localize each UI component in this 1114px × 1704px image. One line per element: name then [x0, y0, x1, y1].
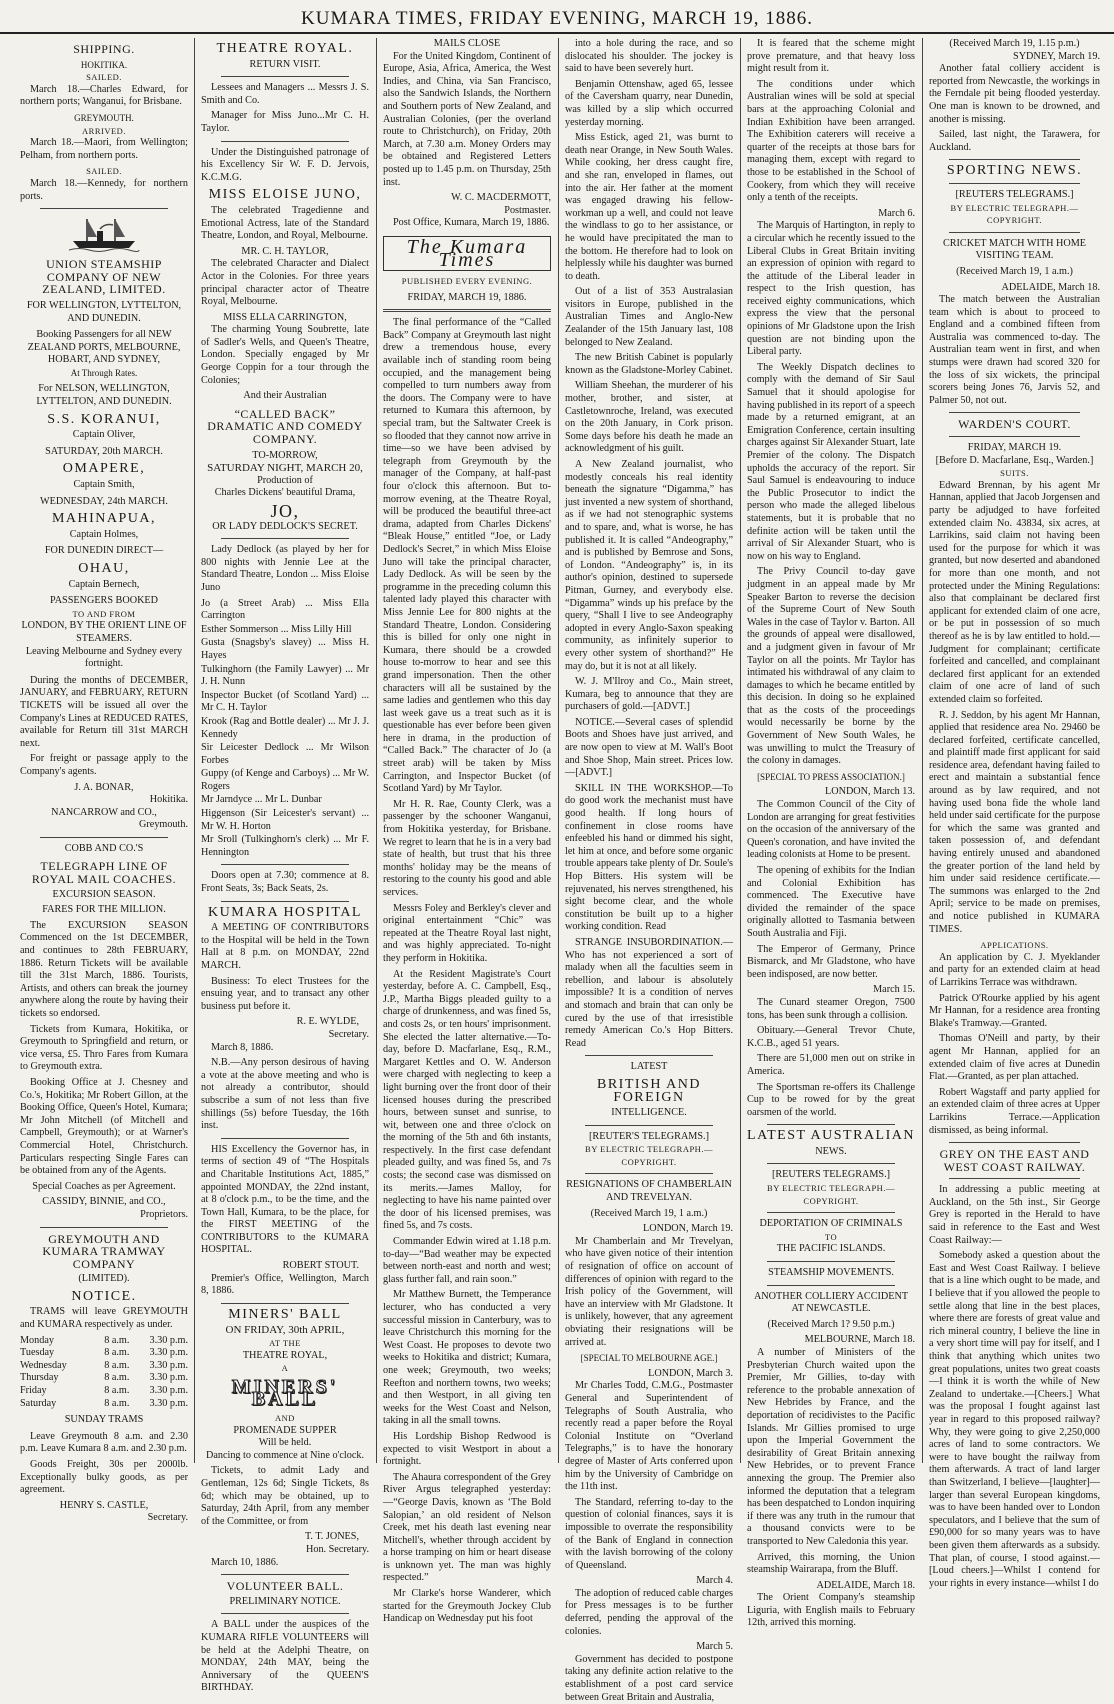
theatre-royal: THEATRE ROYAL,: [242, 1349, 328, 1361]
received-time: (Received March 19, 1 a.m.): [956, 265, 1073, 277]
cricket-heading: CRICKET MATCH WITH HOME VISITING TEAM.: [942, 237, 1087, 262]
lessees: Lessees and Managers ... Messrs J. S. Smith and Co.: [201, 82, 369, 106]
cast-member: Higgenson (Sir Leicester's servant) ... Mr W. H. Horton: [201, 808, 369, 832]
intelligence-heading: INTELLIGENCE.: [611, 1107, 687, 1119]
column-rule: [740, 38, 741, 1463]
news-paragraph: Somebody asked a question about the East and West Coast Railway. I believe that is a line which ought to be made, and I believe that if you allowed the people to settle along that line in the best places, where there are forests of great value and rich mineral country, I believe the line in a very short time will pay for itself, and I think that anything which unites two great populations, unites two great coasts—I think it is worth the while of New Zealand to undertake.—[Cheers.] What was the proposal I fought against last year in regard to this proposed railway? Why, they were going to give 2,250,000 acres of land to some contractors. We were to have bought the railway from them afterwards. A tract of land larger than Switzerland, I believe—[laughter]—larger than several European kingdoms, was to have been handed over to London speculators, and I believe that the sum of £90,000 for so many years was to have been given them afterwards as a subsidy. That plan, of course, I stood against.—[Loud cheers.]—Whilst I contend for your rights in every instance—whilst I do: [929, 1250, 1100, 1589]
column-5: [747, 38, 915, 1629]
booking-passengers: Booking Passengers for all NEW ZEALAND PORTS, MELBOURNE, HOBART, AND SYDNEY,: [27, 329, 181, 366]
leaving-melbourne: Leaving Melbourne and Sydney every fortnight.: [25, 645, 183, 670]
ohau-vessel: OHAU,: [78, 561, 130, 576]
arrived-label: ARRIVED.: [82, 125, 126, 136]
sunday-trams: SUNDAY TRAMS: [64, 1414, 144, 1426]
omapere-captain: Captain Smith,: [73, 479, 135, 491]
manager: Manager for Miss Juno...Mr C. H. Taylor.: [201, 110, 369, 134]
hospital-business: Business: To elect Trustees for the ensuing year, and to transact any other business put before it.: [201, 975, 369, 1012]
timetable-row: [20, 1385, 188, 1398]
volunteer-ball: VOLUNTEER BALL.: [226, 1579, 344, 1594]
to-and-from: TO AND FROM: [72, 608, 136, 619]
divider: [221, 1303, 349, 1304]
hospital-body: A MEETING OF CONTRIBUTORS to the Hospital will be held in the Town Hall at 8 p.m. on MONDAY, 22nd MARCH.: [201, 922, 369, 971]
divider: [221, 1574, 349, 1575]
sunday-body: Leave Greymouth 8 a.m. and 2.30 p.m. Leave Kumara 8 a.m. and 2.30 p.m.: [20, 1430, 188, 1455]
tickets-body: Tickets from Kumara, Hokitika, or Greymouth to Springfield and return, or vice versa, £5. Thro Fares from Kumara to Greymouth extra.: [20, 1023, 188, 1073]
court-paragraph: Thomas O'Neill and party, by their agent Mr Hannan, applied for an extended claim of five acres at Dunedin Flat.—Granted, as per plan attached.: [929, 1033, 1100, 1083]
theatre-heading: THEATRE ROYAL.: [216, 41, 354, 56]
news-paragraph: The Orient Company's steamship Liguria, with English mails to February 12th, arrived this morning.: [747, 1592, 915, 1629]
castle-title: Secretary.: [147, 1512, 188, 1524]
mahinapua-captain: Captain Holmes,: [69, 528, 139, 540]
dateline: March 5.: [696, 1641, 733, 1653]
dateline: March 15.: [873, 984, 915, 996]
leader-paragraph-2: Mr H. R. Rae, County Clerk, was a passenger by the schooner Wanganui, from Hokitika yesterday, for Brisbane. We regret to learn that he is in a very bad state of health, but trust that his three months' holiday may be the means of restoring to the county his good and able services.: [383, 798, 551, 898]
leader-paragraph-1: The final performance of the “Called Back” Company at Greymouth last night drew a tremendous house, every available inch of standing room being occupied, and the management being compelled to turn numbers away from the doors. The Company were to have returned to Kumara this afternoon, by special tram, but the Saltwater Creek is so flooded that they cannot now arrive in time—so we have been advised by telegraph from Greymouth by the manager of the Company, at half-past four o'clock this afternoon. But to-morrow evening, at the Theatre Royal, will be produced the beautiful three-act drama, adapted from Charles Dickens' “Bleak House,” entitled “Joe, or Lady Dedlock's Secret,” in which Miss Eloise Juno will take the principal character, Lady Dedlock. As will be seen by the programme in the preceding column this talented lady played this character with Miss Jennie Lee for 800 nights at the Standard Theatre, London. Considering this is billed for only one night in Kumara, there should be a crowded house to-morrow to hear and see this grand impersonation. Then the other characters will all be sustained by the same ladies and gentlemen who this day last week gave us a treat such as it is questionable has ever before been given here in drama, in the production of “Called Back.” The character of Jo (a street arab) will be taken by Miss Carrington, and Inspector Bucket (of Scotland Yard) by Mr Taylor.: [383, 317, 551, 795]
excursion-paragraph: During the months of DECEMBER, JANUARY, and FEBRUARY, RETURN TICKETS will be issued all over the Company's Lines at REDUCED RATES, available for Return till 31st MARCH next.: [20, 674, 188, 749]
news-paragraph: Sailed, last night, the Tarawera, for Auckland.: [929, 129, 1100, 153]
news-heading: NEWS.: [815, 1145, 847, 1157]
booking-office: Booking Office at J. Chesney and Co.'s, Hokitika; Mr Robert Gillon, at the Booking Office, Queen's Hotel, Kumara; Mr John Mitchell (of Mitchell and Campbell, Greymouth); or at Warner's Commercial Hotel, Christchurch. Particulars respecting Single Fares can be obtained from any of the Agents.: [20, 1076, 188, 1177]
taylor-name: MR. C. H. TAYLOR,: [241, 245, 329, 257]
news-paragraph: Out of a list of 353 Australasian visitors in Europe, published in the Australian Times and Anglo-New Zealander of the 15th January last, 108 belonged to New Zealand.: [565, 286, 733, 348]
called-back-company: “CALLED BACK” DRAMATIC AND COMEDY COMPANY.: [207, 406, 363, 447]
steamship-icon: [69, 215, 139, 253]
cobb-heading: COBB AND CO.'S: [64, 842, 144, 854]
leader-paragraph-9: Mr Clarke's horse Wanderer, which started for the Greymouth Jockey Club Handicap on Wednesday put his foot: [383, 1588, 551, 1625]
divider: [221, 538, 349, 539]
post-office-date: Post Office, Kumara, March 19, 1886.: [393, 217, 550, 229]
rifle-ball: A BALL under the auspices of the KUMARA RIFLE VOLUNTEERS will be held at the Adelphi Theatre, on MONDAY, 24th MAY, being the Anniversary of the QUEEN'S BIRTHDAY.: [201, 1619, 369, 1694]
postmaster-title: Postmaster.: [504, 204, 551, 216]
cast-list: [201, 598, 369, 860]
court-paragraph: An application by C. J. Myeklander and party for an extended claim at head of Larrikins Terrace was withdrawn.: [929, 951, 1100, 988]
cast-member: Guppy (of Kenge and Carboys) ... Mr W. Rogers: [201, 768, 369, 792]
mails-body: For the United Kingdom, Continent of Europe, Asia, Africa, America, the West Indies, and China, via San Francisco, also the Sandwich Islands, the Northern and Southern ports of New Zealand, and Australian Colonies, (per the overland route to Christchurch), on Friday, 20th March, at 7.30 a.m. Money Orders may be obtained and Registered Letters posted up to 1.45 p.m. on Thursday, 25th inst.: [383, 50, 551, 188]
timetable-morning: 8 a.m.: [104, 1347, 130, 1359]
court-date: FRIDAY, MARCH 19.: [967, 442, 1062, 454]
reuters-label: [REUTERS TELEGRAMS.]: [955, 188, 1074, 200]
grey-railway-heading: GREY ON THE EAST AND WEST COAST RAILWAY.: [939, 1147, 1090, 1174]
and-their: And their Australian: [243, 390, 327, 402]
divider: [221, 1138, 349, 1139]
timetable-day: Wednesday: [20, 1359, 67, 1371]
timetable-day: Friday: [20, 1385, 47, 1397]
published-every-evening: PUBLISHED EVERY EVENING.: [401, 276, 533, 287]
taylor-desc: The celebrated Character and Dialect Actor in the Colonies. For three years principal character actor of Theatre Royal, Melbourne.: [201, 258, 369, 308]
nancarrow-name: NANCARROW and CO.,: [51, 806, 157, 818]
cassidy-name: CASSIDY, BINNIE, and CO.,: [42, 1196, 166, 1208]
cast-member: Krook (Rag and Bottle dealer) ... Mr J. J. Kennedy: [201, 715, 369, 740]
divider: [221, 864, 349, 865]
reuters-label: [REUTER'S TELEGRAMS.]: [589, 1130, 709, 1142]
news-paragraph: The adoption of reduced cable charges for Press messages is to be further deferred, pending the approval of the colonies.: [565, 1587, 733, 1637]
dateline: March 4.: [696, 1575, 733, 1587]
news-paragraph: A number of Ministers of the Presbyterian Church waited upon the Premier, Mr Gillies, to-day with reference to the probable annexation of New Hebrides by France, and the deportation of recidivistes to the Pacific Islands. Mr Gillies promised to urge upon the Imperial Government the desirability of Great Britain annexing New Hebrides, or to prevent France annexing the group. The Premier also informed the deputation that a telegram has been despatched to London inquiring if there was any truth in the rumour that a thousand convicts were to be transported to New Caledonia this year.: [747, 1347, 915, 1547]
to-label: TO: [824, 1231, 838, 1242]
received-time: (Received March 19, 1.15 p.m.): [949, 38, 1080, 49]
divider: [949, 183, 1080, 184]
passengers-booked: PASSENGERS BOOKED: [49, 595, 159, 607]
dancing: Dancing to commence at Nine o'clock.: [206, 1449, 364, 1461]
sporting-heading: SPORTING NEWS.: [946, 163, 1083, 179]
excursion-body: The EXCURSION SEASON Commenced on the 1st DECEMBER, and continues to 28th FEBRUARY, 1886. Return Tickets will be available till the 31st March, 1886. Tourists, Artists, and others can break the journey anywhere along the route by having their tickets so endorsed.: [20, 919, 188, 1019]
omapere-date: WEDNESDAY, 24th MARCH.: [40, 495, 168, 507]
dateline: ADELAIDE, March 18.: [1001, 281, 1100, 293]
fares-heading: FARES FOR THE MILLION.: [42, 904, 166, 916]
news-paragraph: The match between the Australian team which is about to proceed to England and a combined fifteen from Australia was commenced to-day. The Australian team went in first, and when stumps were drawn had scored 320 for the loss of six wickets, the principal scorers being Jones 76, Jarvis 52, and Palmer 50, not out.: [929, 294, 1100, 406]
and-label: AND: [275, 1413, 295, 1423]
dateline: LONDON, March 13.: [825, 786, 915, 798]
news-paragraph: Benjamin Ottenshaw, aged 65, lessee of the Caversham quarry, near Dunedin, was killed by a slip which occurred yesterday morning.: [565, 78, 733, 128]
suits-label: SUITS.: [1000, 468, 1029, 479]
greymouth-arrived: March 18.—Maori, from Wellington; Pelham, from northern ports.: [20, 137, 188, 161]
leader-paragraph-3: Messrs Foley and Berkley's clever and original entertainment “Chic” was repeated at the Theatre Royal last night, and was highly appreciated. To-night they perform in Hokitika.: [383, 902, 551, 964]
timetable-row: [20, 1335, 188, 1348]
nb-paragraph: N.B.—Any person desirous of having a vote at the above meeting and who is not already a contributor, should subscribe a sum of not less than five shillings (5s) before Tuesday, the 16th inst.: [201, 1057, 369, 1132]
timetable-row: [20, 1347, 188, 1360]
column-4: [565, 38, 733, 1703]
dateline: SYDNEY, March 19.: [1013, 50, 1100, 62]
timetable-row: [20, 1360, 188, 1373]
jones-title: Hon. Secretary.: [306, 1543, 369, 1555]
miners-date: March 10, 1886.: [211, 1556, 279, 1568]
divider: [767, 1212, 895, 1213]
patronage: Under the Distinguished patronage of his Excellency Sir W. F. D. Jervois, K.C.M.G.: [201, 146, 369, 183]
cast-member: Jo (a Street Arab) ... Miss Ella Carrington: [201, 597, 369, 622]
advert-paragraph: STRANGE INSUBORDINATION.—Who has not experienced a sort of malady when all the faculties seem in rebellion, and labour is absolutely impossible? It is a condition of nerves and stomach and brain that can only be cured by the use of that irresistible remedy American Co.'s Hop Bitters. Read: [565, 936, 733, 1049]
received-time: (Received March 19, 1 a.m.): [590, 1207, 708, 1219]
special-melbourne-age: [SPECIAL TO MELBOURNE AGE.]: [580, 1353, 718, 1364]
news-paragraph: Mr Charles Todd, C.M.G., Postmaster General and Superintendent of Telegraphs of South Australia, who recently read a paper before the Royal Colonial Institute on “Overland Telegraphs,” is to have the honorary degree of Master of Arts conferred upon him by the University of Cambridge on the 11th inst.: [565, 1380, 733, 1493]
leader-paragraph-6: Mr Matthew Burnett, the Temperance lecturer, who has conducted a very successful mission in Canterbury, was to leave Christchurch this morning for the West Coast. He proposes to devote two weeks to Hokitika and district; Kumara, one week; Greymouth, two weeks; Reefton and northern towns, two weeks; and then Westport, in all giving ten weeks for the West Coast and Nelson, taking in all the small towns.: [383, 1289, 551, 1427]
hospital-heading: KUMARA HOSPITAL: [207, 904, 362, 920]
premier-office: Premier's Office, Wellington, March 8, 1886.: [201, 1272, 369, 1297]
news-paragraph: It is feared that the scheme might prove premature, and that heavy loss might result from it.: [747, 38, 915, 75]
leader-paragraph-5: Commander Edwin wired at 1.18 p.m. to-day—“Bad weather may be expected between north-east and north and west; glass further fall, and rain soon.”: [383, 1236, 551, 1285]
juno-name: MISS ELOISE JUNO,: [208, 187, 362, 203]
column-rule: [376, 38, 377, 1463]
tomorrow: TO-MORROW,: [252, 449, 318, 461]
divider: [949, 436, 1080, 437]
timetable-morning: 8 a.m.: [104, 1359, 130, 1371]
cast-intro: Lady Dedlock (as played by her for 800 nights with Jennie Lee at the Standard Theatre, London ... Miss Eloise Juno: [201, 544, 369, 593]
cast-member: Gusta (Snagsby's slavey) ... Miss H. Hayes: [201, 637, 369, 661]
divider: [585, 1055, 713, 1056]
divider: [767, 1261, 895, 1262]
timetable-day: Thursday: [20, 1372, 59, 1384]
court-paragraph: Patrick O'Rourke applied by his agent Mr Hannan, for a residence area fronting Blake's Tramway.—Granted.: [929, 992, 1100, 1029]
cast-member: Inspector Bucket (of Scotland Yard) ... Mr C. H. Taylor: [201, 689, 369, 714]
court-paragraph: R. J. Seddon, by his agent Mr Hannan, applied that residence area No. 29460 be declared forfeited, certificate cancelled, and plaintiff made first applicant for said residence area, defendant having failed to erect and maintain a substantial fence around as by law required, and not having used bona fide the whole land held under said certificate for the purpose for which the same was granted and taken possession of, and defendant having entirely unused and abandoned the greater portion of the land held by him under said residence certificate.—The summons was enlarged to the 2nd April; service to be made on premises, and notice published in KUMARA TIMES.: [929, 709, 1100, 935]
nancarrow-place: Greymouth.: [139, 819, 188, 831]
at-the: AT THE: [269, 1338, 301, 1349]
koranui-captain: Captain Oliver,: [72, 429, 136, 441]
london-orient-line: LONDON, BY THE ORIENT LINE OF STEAMERS.: [21, 620, 187, 644]
carrington-desc: The charming Young Soubrette, late of Sadler's Wells, and Queen's Theatre, London. Specially engaged by Mr George Coppin for a tour through the Colonies;: [201, 324, 369, 386]
news-paragraph: The Common Council of the City of London are arranging for great festivities on the occasion of the anniversary of the Queen's coronation, and have invited the leading colonists at Home to be present.: [747, 799, 915, 861]
ohau-captain: Captain Bernech,: [68, 578, 140, 590]
greymouth-sailed: March 18.—Kennedy, for northern ports.: [20, 177, 188, 202]
dateline: LONDON, March 3.: [648, 1367, 733, 1379]
divider: [221, 141, 349, 142]
tramway-heading: GREYMOUTH AND KUMARA TRAMWAY COMPANY: [42, 1231, 166, 1271]
timetable-day: Tuesday: [20, 1347, 55, 1359]
promenade-supper: PROMENADE SUPPER: [233, 1424, 337, 1436]
special-coaches: Special Coaches as per Agreement.: [32, 1180, 176, 1192]
miners-heading: MINERS' BALL: [228, 1306, 342, 1322]
for-wellington: FOR WELLINGTON, LYTTELTON, AND DUNEDIN.: [26, 299, 182, 324]
castle-name: HENRY S. CASTLE,: [59, 1499, 149, 1511]
wardens-court-heading: WARDEN'S COURT.: [958, 417, 1071, 432]
news-paragraph: Mr Chamberlain and Mr Trevelyan, who have given notice of their intention of resignation of office on account of differences of opinion with regard to the Irish policy of the Government, will have an interview with Mr Gladstone. It is unlikely, however, that any agreement obviating their resignations will be arrived at.: [565, 1235, 733, 1348]
leader-paragraph-4: At the Resident Magistrate's Court yesterday, before A. C. Campbell, Esq., J.P., Martha Biggs pleaded guilty to a charge of drunkenness, and was fined 5s, and costs 2s, or ten hours' imprisonment. She elected the latter alternative.—To-day, before D. Macfarlane, Esq., R.M., Margaret Kettles and O. W. Anderson were charged with neglecting to keep a light burning over the front door of their licensed houses during the prescribed hours, between sunset and sunrise, to wit, between one and three o'clock on the morning of the 5th and 6th instants, respectively. In the first case defendant pleaded guilty, and was fined 5s, and 7s costs; the second case was dismissed on its merits.—James Malloy, for neglecting to have his name painted over the door of his licensed premises, was fined 5s, and 7s costs.: [383, 968, 551, 1232]
news-paragraph: Obituary.—General Trevor Chute, K.C.B., aged 51 years.: [747, 1025, 915, 1049]
limited: (LIMITED).: [78, 1273, 130, 1285]
column-3: [383, 38, 551, 1625]
dateline: ADELAIDE, March 18.: [816, 1579, 915, 1591]
timetable-morning: 8 a.m.: [104, 1385, 130, 1397]
for-dunedin: FOR DUNEDIN DIRECT—: [44, 545, 164, 557]
macdermott-name: W. C. MACDERMOTT,: [451, 192, 551, 204]
news-paragraph: In addressing a public meeting at Auckland, on the 5th inst., Sir George Grey is reported in the Herald to have said in reference to the East and West Coast Railway:—: [929, 1184, 1100, 1246]
a-label: A: [281, 1363, 289, 1374]
column-2: [201, 38, 369, 1694]
divider: [949, 159, 1080, 160]
sailed-label-2: SAILED.: [86, 166, 122, 177]
column-1: [20, 38, 188, 1524]
column-rule: [194, 38, 195, 1463]
news-paragraph: Miss Estick, aged 21, was burnt to death near Orange, in New South Wales. While cooking, her dress caught fire, and she ran, enveloped in flames, out into the air. Her father at the moment was engaged drawing his fellow-workman up a well, and could not leave the windlass to go to her assistance, or he would have precipitated the man to the bottom. He therefore had to look on helplessly while his daughter was burned to death.: [565, 132, 733, 282]
mahinapua-vessel: MAHINAPUA,: [51, 511, 157, 527]
timetable-morning: 8 a.m.: [104, 1334, 130, 1346]
copyright-label: BY ELECTRIC TELEGRAPH.—COPYRIGHT.: [950, 202, 1079, 226]
resignations-heading: RESIGNATIONS OF CHAMBERLAIN AND TREVELYAN.: [566, 1179, 732, 1204]
excursion-season: EXCURSION SEASON.: [52, 888, 156, 900]
timetable-day: Monday: [20, 1334, 54, 1346]
bonar-place: Hokitika.: [149, 794, 188, 806]
union-steamship-heading: UNION STEAMSHIP COMPANY OF NEW ZEALAND, LIMITED.: [42, 257, 166, 297]
news-paragraph: Government has decided to postpone taking any definite action relative to the establishment of a post card service between Great Britain and Australia,: [565, 1653, 733, 1703]
dateline: LONDON, March 19.: [643, 1223, 733, 1235]
divider: [767, 1124, 895, 1125]
ticket-info: Tickets, to admit Lady and Gentleman, 12s 6d; Single Tickets, 8s 6d; which may be obtained, up to Saturday, 24th April, from any member of the Committee, or from: [201, 1465, 369, 1527]
divider: [949, 412, 1080, 413]
timetable-row: [20, 1398, 188, 1411]
divider: [949, 1142, 1080, 1143]
jo-title: JO,: [270, 501, 300, 521]
hokitika-heading: HOKITIKA.: [80, 59, 128, 70]
news-paragraph: Arrived, this morning, the Union steamship Wairarapa, from the Bluff.: [747, 1551, 915, 1576]
koranui-vessel: S.S. KORANUI,: [47, 411, 161, 427]
latest-heading: LATEST: [630, 1061, 668, 1073]
divider: [40, 1227, 168, 1228]
news-paragraph: Another fatal colliery accident is reported from Newcastle, the workings in the Ferndale pit being flooded yesterday. One man is known to be drowned, and another is missing.: [929, 63, 1100, 125]
newspaper-title: The Kumara Times: [383, 236, 551, 271]
trams-leave: TRAMS will leave GREYMOUTH and KUMARA respectively as under.: [20, 1306, 188, 1331]
court-before: [Before D. Macfarlane, Esq., Warden.]: [935, 454, 1094, 466]
divider: [221, 1613, 349, 1614]
news-paragraph: The Weekly Dispatch declines to comply with the demand of Sir Saul Samuel that it should apologise for having published in its report of a speech made by a returned emigrant, at an Emigration Conference, certain insulting charges against Sir Alexander Stuart, late Premier of the colony. The Dispatch upholds the accuracy of the report. Sir Saul Samuel is endeavouring to induce the Public Prosecutor to indict the person who made the alleged libelous statements, but it is probable that no definite action will be taken until the arrival of Sir Alexander Stuart, who is now on his way to England.: [747, 361, 915, 562]
stout-name: ROBERT STOUT.: [282, 1260, 359, 1272]
cast-member: Esther Sommerson ... Miss Lilly Hill: [201, 623, 352, 635]
divider: [949, 1178, 1080, 1179]
bonar-name: J. A. BONAR,: [74, 781, 134, 793]
greymouth-heading: GREYMOUTH.: [74, 112, 134, 123]
divider: [40, 837, 168, 838]
through-rates: At Through Rates.: [70, 367, 138, 378]
jones-name: T. T. JONES,: [304, 1531, 359, 1543]
shipping-heading: SHIPPING.: [73, 42, 135, 56]
doors-open: Doors open at 7.30; commence at 8. Front Seats, 3s; Back Seats, 2s.: [201, 870, 369, 895]
news-paragraph: There are 51,000 men out on strike in America.: [747, 1053, 915, 1077]
reuters-label: [REUTERS TELEGRAMS.]: [771, 1169, 891, 1181]
cast-member: Mr Jarndyce ... Mr L. Dunbar: [201, 794, 322, 806]
on-friday: ON FRIDAY, 30th APRIL,: [225, 1324, 345, 1337]
dateline: MELBOURNE, March 18.: [804, 1334, 915, 1346]
news-paragraph: The Privy Council to-day gave judgment in an appeal made by Mr Speaker Barton to reverse the decision of the Supreme Court of New South Wales in the case of Taylor v. Barton. All the grounds of appeal were disallowed, and a judgment given in favour of Mr Taylor on all the points. Mr Taylor has intimated his withdrawal of any claim to damages to which he became entitled by this decision. In doing so he explained that as the costs of the proceedings would necessarily be borne by the Government of New South Wales, he was unwilling to mulct the Treasury of the colony in damages.: [747, 566, 915, 767]
divider: [221, 76, 349, 77]
lady-dedlock-title: OR LADY DEDLOCK'S SECRET.: [212, 520, 358, 532]
divider: [949, 232, 1080, 233]
deportation-heading: DEPORTATION OF CRIMINALS: [759, 1218, 903, 1230]
received-time: (Received March 1? 9.50 p.m.): [767, 1318, 895, 1330]
latest-australian-heading: LATEST AUSTRALIAN: [747, 1128, 915, 1144]
news-paragraph: into a hole during the race, and so dislocated his shoulder. The jockey is said to have been severely hurt.: [565, 38, 733, 75]
divider: [585, 1125, 713, 1126]
saturday-night: SATURDAY NIGHT, MARCH 20,: [207, 462, 363, 475]
mails-heading: MAILS CLOSE: [433, 38, 501, 49]
wylde-title: Secretary.: [328, 1028, 369, 1040]
production-of: Production of: [257, 474, 313, 486]
advert-paragraph: SKILL IN THE WORKSHOP.—To do good work the mechanist must have good health. If long hours of confinement in close rooms have enfeebled his hand or dimmed his sight, let him at once, and before some organic trouble appears take plenty of Dr. Soule's Hop Bitters. His system will be rejuvenated, his nerves strengthened, his sight become clear, and the whole constitution be built up to a higher working condition. Read: [565, 782, 733, 933]
news-paragraph: The new British Cabinet is popularly known as the Gladstone-Morley Cabinet.: [565, 352, 733, 376]
news-paragraph: The opening of exhibits for the Indian and Colonial Exhibition has commenced. The Executive have divided the remainder of the space originally allotted to Tasmania between South Australia and Fiji.: [747, 865, 915, 939]
cast-member: Mr Sroll (Tulkinghorn's clerk) ... Mr F. Hennington: [201, 834, 369, 858]
news-paragraph: The Emperor of Germany, Prince Bismarck, and Mr Gladstone, who have been indisposed, are now better.: [747, 943, 915, 980]
dickens-drama: Charles Dickens' beautiful Drama,: [214, 487, 356, 499]
column-6: [929, 38, 1100, 1589]
goods-freight: Goods Freight, 30s per 2000lb. Exceptionally bulky goods, as per agreement.: [20, 1459, 188, 1496]
hospital-date: March 8, 1886.: [211, 1041, 274, 1053]
divider: [767, 1285, 895, 1286]
wylde-name: R. E. WYLDE,: [296, 1016, 359, 1028]
telegraph-line-heading: TELEGRAPH LINE OF ROYAL MAIL COACHES.: [31, 859, 177, 887]
timetable-row: [20, 1372, 188, 1385]
divider: [767, 1163, 895, 1164]
news-paragraph: A New Zealand journalist, who modestly conceals his real identity beneath the signature “Digamma,” has just invented a new system of shorthand, as if we had not stenographic systems and to spare, and, what is worse, he has published it. It is called “Andeography,” and is published by Bemrose and Sons, of London. “Andeography” is, in its author's opinion, destined to supersede Pitman, Gurney, and everybody else. “Digamma” winds up his preface by the query, “Shall I live to see Andeography adopted in every Anglo-Saxon speaking community, as infinitely superior to every other system of shorthand?” He may do, but it is not at all likely.: [565, 459, 733, 672]
british-foreign-heading: BRITISH AND FOREIGN: [596, 1076, 701, 1105]
for-nelson: For NELSON, WELLINGTON, LYTTELTON, AND DUNEDIN.: [36, 383, 172, 408]
timetable-afternoon: 3.30 p.m.: [149, 1397, 188, 1409]
column-rule: [558, 38, 559, 1463]
will-be-held: Will be held.: [258, 1437, 312, 1449]
timetable-morning: 8 a.m.: [104, 1372, 130, 1384]
colliery-heading: ANOTHER COLLIERY ACCIDENT AT NEWCASTLE.: [753, 1290, 909, 1315]
advert-paragraph: NOTICE.—Several cases of splendid Boots and Shoes have just arrived, and are now open to view at M. Wall's Boot and Shoe Shop, Main street. Prices low.—[ADVT.]: [565, 716, 733, 779]
column-rule: [922, 38, 923, 1463]
timetable-afternoon: 3.30 p.m.: [149, 1385, 188, 1397]
preliminary-notice: PRELIMINARY NOTICE.: [229, 1595, 341, 1607]
special-press-association: [SPECIAL TO PRESS ASSOCIATION.]: [757, 771, 905, 782]
court-paragraph: Robert Wagstaff and party applied for an extended claim of three acres at Upper Larrikins Terrace.—Application dismissed, as being informal.: [929, 1086, 1100, 1136]
governor-notice: HIS Excellency the Governor has, in terms of section 49 of “The Hospitals and Charitable Institutions Act, 1885,” appointed MONDAY, the 22nd instant, at 8 o'clock p.m., to be the time, and the Town Hall, Kumara, to be the place, for the FIRST MEETING of the CONTRIBUTORS to the KUMARA HOSPITAL.: [201, 1143, 369, 1256]
cast-member: Sir Leicester Dedlock ... Mr Wilson Forbes: [201, 742, 369, 766]
divider: [40, 208, 168, 209]
advert-paragraph: W. J. M'Ilroy and Co., Main street, Kumara, beg to announce that they are purchasers of gold.—[ADVT.]: [565, 676, 733, 713]
columns: [20, 38, 1100, 1703]
leader-paragraph-8: The Ahaura correspondent of the Grey River Argus telegraphed yesterday:—“George Davis, known as ‘The Bold Salopian,’ an old resident of Nelson Creek, met his death last evening near Mitchell's, whether through accident by a horse tramping on him or heart disease is unknown yet. The man was highly respected.”: [383, 1471, 551, 1584]
news-paragraph: The Standard, referring to-day to the question of colonial finances, says it is impossible to overrate the responsibility of the Bank of England in connection with the lavish borrowing of the colony of Queensland.: [565, 1496, 733, 1571]
dateline: March 6.: [878, 207, 915, 219]
news-paragraph: The Marquis of Hartington, in reply to a circular which he recently issued to the Liberal Clubs in Great Britain inviting an expression of opinion with regard to the attitude of the Liberal leader in respect to the Irish question, has received eighty communications, which express the view that the personal opinions of Mr Gladstone upon the Irish question are not binding upon the Liberal party.: [747, 220, 915, 358]
return-visit: RETURN VISIT.: [249, 58, 321, 70]
news-paragraph: The Cunard steamer Oregon, 7500 tons, has been sunk through a collision.: [747, 996, 915, 1021]
divider: [383, 309, 551, 312]
miners-ball-title: MINERS' BALL: [231, 1375, 339, 1411]
notice-heading: NOTICE.: [71, 1288, 137, 1304]
sailed-label: SAILED.: [86, 72, 122, 83]
timetable-afternoon: 3.30 p.m.: [149, 1359, 188, 1371]
timetable-afternoon: 3.30 p.m.: [149, 1347, 188, 1359]
juno-desc: The celebrated Tragedienne and Emotional Actress, late of the Standard Theatre, London, and Royal, Melbourne.: [201, 204, 369, 242]
copyright-label: BY ELECTRIC TELEGRAPH.—COPYRIGHT.: [767, 1183, 895, 1206]
applications-label: APPLICATIONS.: [980, 940, 1049, 951]
pacific-heading: THE PACIFIC ISLANDS.: [776, 1243, 886, 1255]
issue-date: FRIDAY, MARCH 19, 1886.: [407, 291, 527, 303]
court-paragraph: Edward Brennan, by his agent Mr Hannan, applied that Jacob Jorgensen and party be adjudged to have forfeited extended claim No. 43834, six acres, at Larrikins, said claim not having been used for the purpose for which it was granted, but now deserted and abandoned for more than one month, and not protected under the Mining Regulations: also that complainant be declared first applicant for extended claim of one acre, or be put in possession of so much thereof as he is by law entitled to hold.—Judgment for complainant; certificate forfeited and cancelled, and complainant declared first applicant for an extended claim of one acre of land of such extended claim so forfeited.: [929, 479, 1100, 705]
carrington-name: MISS ELLA CARRINGTON,: [223, 311, 347, 323]
steamship-movements: STEAMSHIP MOVEMENTS.: [768, 1267, 894, 1279]
news-paragraph: The Sportsman re-offers its Challenge Cup to be rowed for by the great oarsmen of the world.: [747, 1081, 915, 1118]
timetable-afternoon: 3.30 p.m.: [149, 1334, 188, 1346]
news-paragraph: William Sheehan, the murderer of his mother, brother, and sister, at Castletownroche, Ireland, was executed on the 20th January, in Cork prison. Some days before his death he made an acknowledgment of his guilt.: [565, 380, 733, 455]
freight-paragraph: For freight or passage apply to the Company's agents.: [20, 753, 188, 777]
news-paragraph: The conditions under which Australian wines will be sold at special bars at the approaching Colonial and Indian Exhibition have been arranged. The Exhibition caterers will receive a quarter of the receipts at those bars for managing them, except with regard to those to be established in the School of Cookery, from which they will receive only a tenth of the receipts.: [747, 78, 915, 204]
timetable-morning: 8 a.m.: [104, 1397, 130, 1409]
koranui-date: SATURDAY, 20th MARCH.: [45, 445, 163, 457]
tram-timetable: [20, 1335, 188, 1411]
divider: [221, 901, 349, 902]
omapere-vessel: OMAPERE,: [62, 461, 146, 477]
timetable-afternoon: 3.30 p.m.: [149, 1372, 188, 1384]
leader-paragraph-7: His Lordship Bishop Redwood is expected to visit Westport in about a fortnight.: [383, 1430, 551, 1468]
proprietors: Proprietors.: [140, 1208, 188, 1220]
hokitika-sailed: March 18.—Charles Edward, for northern ports; Wanganui, for Brisbane.: [20, 83, 188, 108]
cast-member: Tulkinghorn (the Family Lawyer) ... Mr J. H. Nunn: [201, 663, 369, 688]
masthead: KUMARA TIMES, FRIDAY EVENING, MARCH 19, 1886.: [0, 6, 1114, 34]
timetable-day: Saturday: [20, 1397, 57, 1409]
divider: [585, 1173, 713, 1174]
copyright-label: BY ELECTRIC TELEGRAPH.—COPYRIGHT.: [585, 1144, 713, 1167]
